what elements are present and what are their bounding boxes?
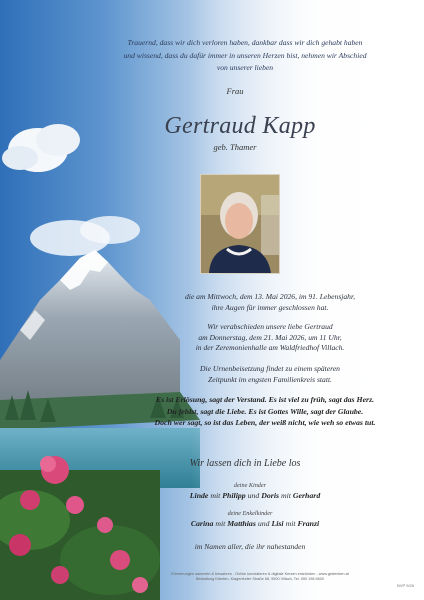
farewell-line: Wir lassen dich in Liebe los xyxy=(189,458,301,469)
quote-line-2: Du fehlst, sagt die Liebe. Es ist Gottes Wille, sagt der Glaube. xyxy=(166,406,364,416)
service-line-2: am Donnerstag, dem 21. Mai 2026, um 11 Uhr, xyxy=(198,332,342,342)
portrait-photo xyxy=(200,174,280,274)
connector: mit xyxy=(210,491,221,500)
connector: mit xyxy=(215,519,226,528)
footer-line-1: Erinnerungen sammeln & bewahren - Online kondolieren & digitale Kerzen entzünden - www.gedenken.at xyxy=(171,572,349,576)
opening-verse xyxy=(80,37,410,75)
verse-line-2: und wissend, dass du dafür immer in unseren Herzen bist, nehmen wir Abschied xyxy=(123,50,367,60)
deceased-name: Gertraud Kapp xyxy=(164,113,316,139)
service-line-3: in der Zeremonienhalle am Waldfriedhof Villach. xyxy=(195,343,345,352)
footer-line-2: Bestattung Kärnten, Klagenfurter Straße 68, 9500 Villach, Tel. 050 198 6600 xyxy=(196,577,324,581)
grandchild-name: Lisi xyxy=(271,519,284,528)
grandchildren-label: deine Enkelkinder xyxy=(227,510,273,517)
quote-line-3: Doch wer sagt, so ist das Leben, der weiß nicht, wie weh so etwas tut. xyxy=(154,418,376,428)
connector: mit xyxy=(281,491,291,500)
children-label: deine Kinder xyxy=(233,482,267,489)
farewell-service xyxy=(120,322,420,354)
child-partner-name: Gerhard xyxy=(292,491,321,500)
death-line-2: ihre Augen für immer geschlossen hat. xyxy=(211,302,329,312)
footer-imprint xyxy=(110,572,410,582)
memorial-quote xyxy=(110,394,420,429)
grandchild-partner-name: Franzi xyxy=(297,519,320,528)
quote-line-1: Es ist Erlösung, sagt der Verstand. Es ist viel zu früh, sagt das Herz. xyxy=(155,395,375,404)
document-code: BVP 9/26 xyxy=(397,583,414,588)
salutation: Frau xyxy=(226,86,244,96)
verse-line-3: von unserer lieben xyxy=(216,63,274,72)
child-name: Doris xyxy=(261,491,280,500)
connector: und xyxy=(257,519,270,528)
urn-burial xyxy=(120,364,420,385)
connector: mit xyxy=(285,519,296,528)
closing-line: im Namen aller, die ihr nahestanden xyxy=(194,542,306,551)
urn-line-2: Zeitpunkt im engsten Familienkreis statt. xyxy=(208,374,332,384)
connector: und xyxy=(247,491,260,500)
grandchildren-names xyxy=(110,519,400,528)
service-line-1: Wir verabschieden unsere liebe Gertraud xyxy=(207,322,333,331)
verse-line-1: Trauernd, dass wir dich verloren haben, dankbar dass wir dich gehabt haben xyxy=(127,38,363,47)
children-names xyxy=(110,491,400,500)
death-notice xyxy=(120,292,420,313)
death-line-1: die am Mittwoch, dem 13. Mai 2026, im 91. Lebensjahr, xyxy=(184,292,355,301)
grandchild-partner-name: Matthias xyxy=(227,519,256,528)
grandchild-name: Carina xyxy=(190,519,214,528)
child-name: Linde xyxy=(189,491,209,500)
urn-line-1: Die Urnenbeisetzung findet zu einem späteren xyxy=(200,364,340,373)
maiden-name: geb. Thamer xyxy=(213,142,257,152)
child-partner-name: Philipp xyxy=(222,491,246,500)
